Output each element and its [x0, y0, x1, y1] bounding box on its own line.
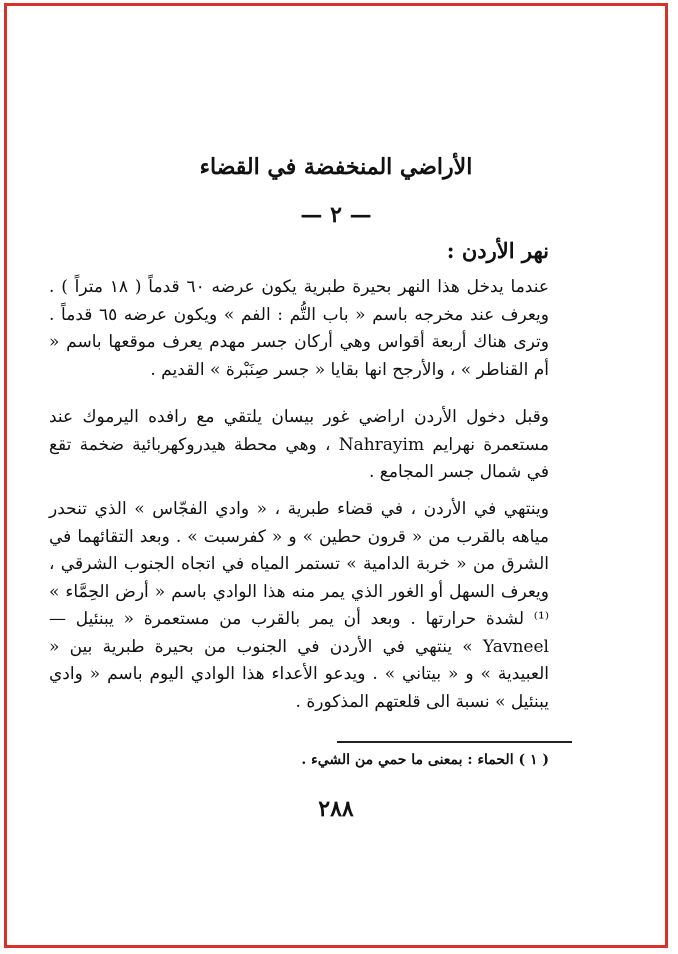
section-heading: نهر الأردن :	[446, 238, 549, 263]
paragraph-1: عندما يدخل هذا النهر بحيرة طبرية يكون عرضه ٦٠ قدماً ( ١٨ متراً ) . ويعرف عند مخرجه باسم « باب التُّم : الفم » ويكون عرضه ٦٥ قدماً . وترى هناك أربعة أقواس وهي أركان جسر مهدم يعرف موقعها باسم « أم القناطر » ، والأرجح انها بقايا « جسر صِنَبْرة » القديم .	[49, 277, 550, 380]
paragraph-2: وقبل دخول الأردن اراضي غور بيسان يلتقي مع رافده اليرموك عند مستعمرة نهرايم Nahrayim ، وهي محطة هيدروكهربائية ضخمة تقع في شمال جسر المجامع .	[49, 407, 549, 482]
page-number: ٢٨٨	[318, 796, 354, 822]
footnote: ( ١ ) الحماء : بمعنى ما حمي من الشيء .	[301, 752, 549, 768]
footnote-divider	[337, 741, 572, 743]
page-title: الأراضي المنخفضة في القضاء	[199, 154, 473, 180]
paragraph-3: وينتهي في الأردن ، في قضاء طبرية ، « وادي الفجّاس » الذي تنحدر مياهه بالقرب من « قرون حطين » و « كفرسبت » . وبعد التقائهما في الشرق من « خربة الدامية » تستمر المياه في اتجاه الجنوب الشرقي ، ويعرف السهل أو الغور الذي يمر منه هذا الوادي باسم « أرض الحِمَّاء » ⁽¹⁾ لشدة حرارتها . وبعد أن يمر بالقرب من مستعمرة « يبنئيل — Yavneel » ينتهي في الأردن في الجنوب من بحيرة طبرية بين « العبيدية » و « بيتاني » . ويدعو الأعداء هذا الوادي اليوم باسم « وادي يبنئيل » نسبة الى قلعتهم المذكورة .	[49, 499, 549, 712]
section-number: — ٢ —	[300, 202, 372, 228]
book-page	[7, 6, 665, 945]
